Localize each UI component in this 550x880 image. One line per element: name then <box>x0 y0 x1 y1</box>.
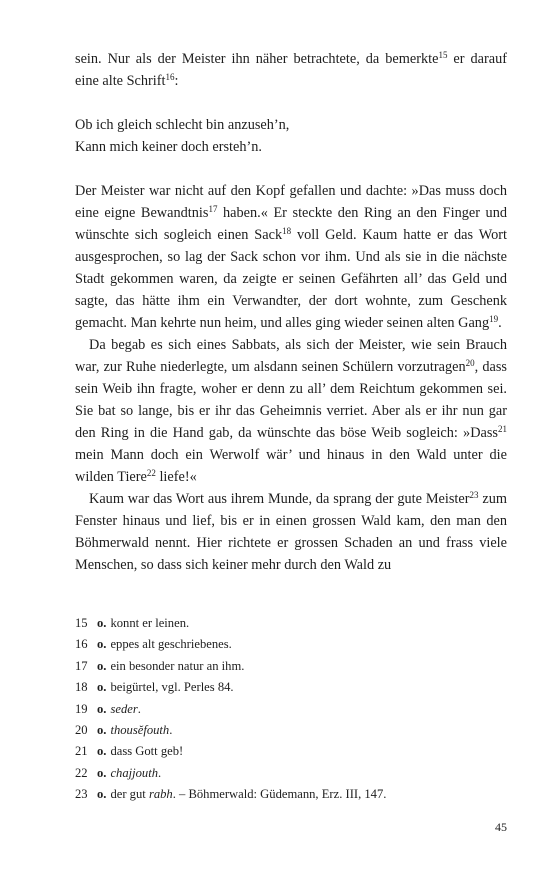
page-number: 45 <box>495 820 507 834</box>
footnote-number: 17 <box>75 658 88 673</box>
footnote-text: konnt er leinen. <box>110 616 190 630</box>
footnote-number: 20 <box>75 723 88 738</box>
text-run: , dass sein Weib ihn fragte, woher er denn zu all’ dem Reichtum gekommen sei. Sie bat so lange, bis er ihr das Geheimnis verriet. Aber als er ihr nun gar den Ring in die Hand gab, da wünschte das böse Weib sogleich: »Dass <box>75 359 507 441</box>
footnote-text: ein besonder natur an ihm. <box>110 658 245 673</box>
footnote-ref-20[interactable]: 20 <box>465 358 475 368</box>
text-run: : <box>174 73 179 89</box>
footnote-italic-text: rabh <box>148 787 173 802</box>
footnote-ref-17[interactable]: 17 <box>208 204 218 214</box>
footnote-marker: o. <box>97 723 107 738</box>
footnote-text: . <box>169 723 173 738</box>
footnote-ref-15[interactable]: 15 <box>438 50 448 60</box>
footnote-text: . <box>137 701 141 716</box>
footnote-italic-text: chajjouth <box>110 765 159 780</box>
text-run: voll Geld. Kaum hatte er das Wort ausgesprochen, so lag der Sack schon vor ihm. Und als sie in die nächste Stadt gekommen waren, da zeigte er seinen Gefährten all’ das Geld und sagte, das hätte ihm ein Verwandter, der dort wohnte, zum Geschenk gemacht. Man kehrte nun heim, und alles ging wieder seinen alten Gang <box>75 227 507 331</box>
footnote-text: dass Gott geb! <box>110 744 184 759</box>
paragraph-2 <box>75 180 507 334</box>
footnote-ref-22[interactable]: 22 <box>146 468 156 478</box>
text-run: . <box>498 315 502 331</box>
footnote-21 <box>75 741 507 762</box>
footnote-marker: o. <box>97 680 107 695</box>
footnote-marker: o. <box>97 658 107 673</box>
footnote-ref-19[interactable]: 19 <box>489 314 499 324</box>
footnote-number: 21 <box>75 744 88 759</box>
footnote-20 <box>75 720 507 741</box>
footnote-italic-text: seder <box>110 701 138 716</box>
footnote-number: 22 <box>75 765 88 780</box>
text-run: Da begab es sich eines Sabbats, als sich der Meister, wie sein Brauch war, zur Ruhe niederlegte, um alsdann seinen Schülern vorzutragen <box>75 337 507 375</box>
footnote-marker: o. <box>97 701 107 716</box>
text-run: mein Mann doch ein Werwolf wär’ und hinaus in den Wald unter die wilden Tiere <box>75 447 507 485</box>
paragraph-1 <box>75 48 507 92</box>
footnote-18 <box>75 677 507 698</box>
footnote-17 <box>75 656 507 677</box>
text-run: zum Fenster hinaus und lief, bis er in einen grossen Wald kam, den man den Böhmerwald nennt. Hier richtete er grossen Schaden an und frass viele Menschen, so dass sich keiner mehr durch den Wald zu <box>75 491 507 573</box>
text-run: liefe!« <box>155 469 197 485</box>
footnote-number: 16 <box>75 637 88 652</box>
footnote-text: beigürtel, vgl. Perles 84. <box>110 680 234 695</box>
footnote-italic-text: thousĕfouth <box>110 723 170 738</box>
footnote-number: 18 <box>75 680 88 695</box>
verse <box>75 114 507 158</box>
footnote-marker: o. <box>97 637 107 652</box>
footnote-marker: o. <box>97 616 107 630</box>
footnote-marker: o. <box>97 744 107 759</box>
footnote-ref-16[interactable]: 16 <box>165 72 175 82</box>
footnote-ref-21[interactable]: 21 <box>498 424 507 434</box>
paragraph-3 <box>75 334 507 488</box>
text-run: Kaum war das Wort aus ihrem Munde, da sprang der gute Meister <box>89 491 470 507</box>
footnote-number: 19 <box>75 701 88 716</box>
footnote-15 <box>75 613 507 634</box>
footnote-text: . – Böhmerwald: Güdemann, Erz. III, 147. <box>172 787 387 802</box>
footnote-marker: o. <box>97 787 107 802</box>
text-run: Der Meister war nicht auf den Kopf gefallen und dachte: »Das muss doch eine eigne Bewandtnis <box>75 183 507 221</box>
main-text <box>75 48 507 576</box>
footnote-19 <box>75 699 507 720</box>
footnote-16 <box>75 634 507 655</box>
footnote-marker: o. <box>97 765 107 780</box>
footnote-22 <box>75 763 507 784</box>
text-run: haben.« Er steckte den Ring an den Finger und wünschte sich sogleich einen Sack <box>75 205 507 243</box>
footnote-ref-23[interactable]: 23 <box>469 490 479 500</box>
verse-line-1: Ob ich gleich schlecht bin anzuseh’n, <box>75 117 290 133</box>
text-run: er darauf eine alte Schrift <box>75 51 508 89</box>
footnote-number: 23 <box>75 787 88 802</box>
footnote-text: eppes alt geschriebenes. <box>110 637 232 652</box>
footnote-23 <box>75 784 507 805</box>
text-run: sein. Nur als der Meister ihn näher betrachtete, da bemerkte <box>75 51 439 67</box>
verse-line-2: Kann mich keiner doch ersteh’n. <box>75 139 262 155</box>
footnote-number: 15 <box>75 616 88 630</box>
footnote-text: der gut <box>110 787 149 802</box>
footnotes <box>75 613 507 806</box>
footnote-ref-18[interactable]: 18 <box>282 226 292 236</box>
paragraph-4 <box>75 488 507 576</box>
footnote-text: . <box>158 765 162 780</box>
